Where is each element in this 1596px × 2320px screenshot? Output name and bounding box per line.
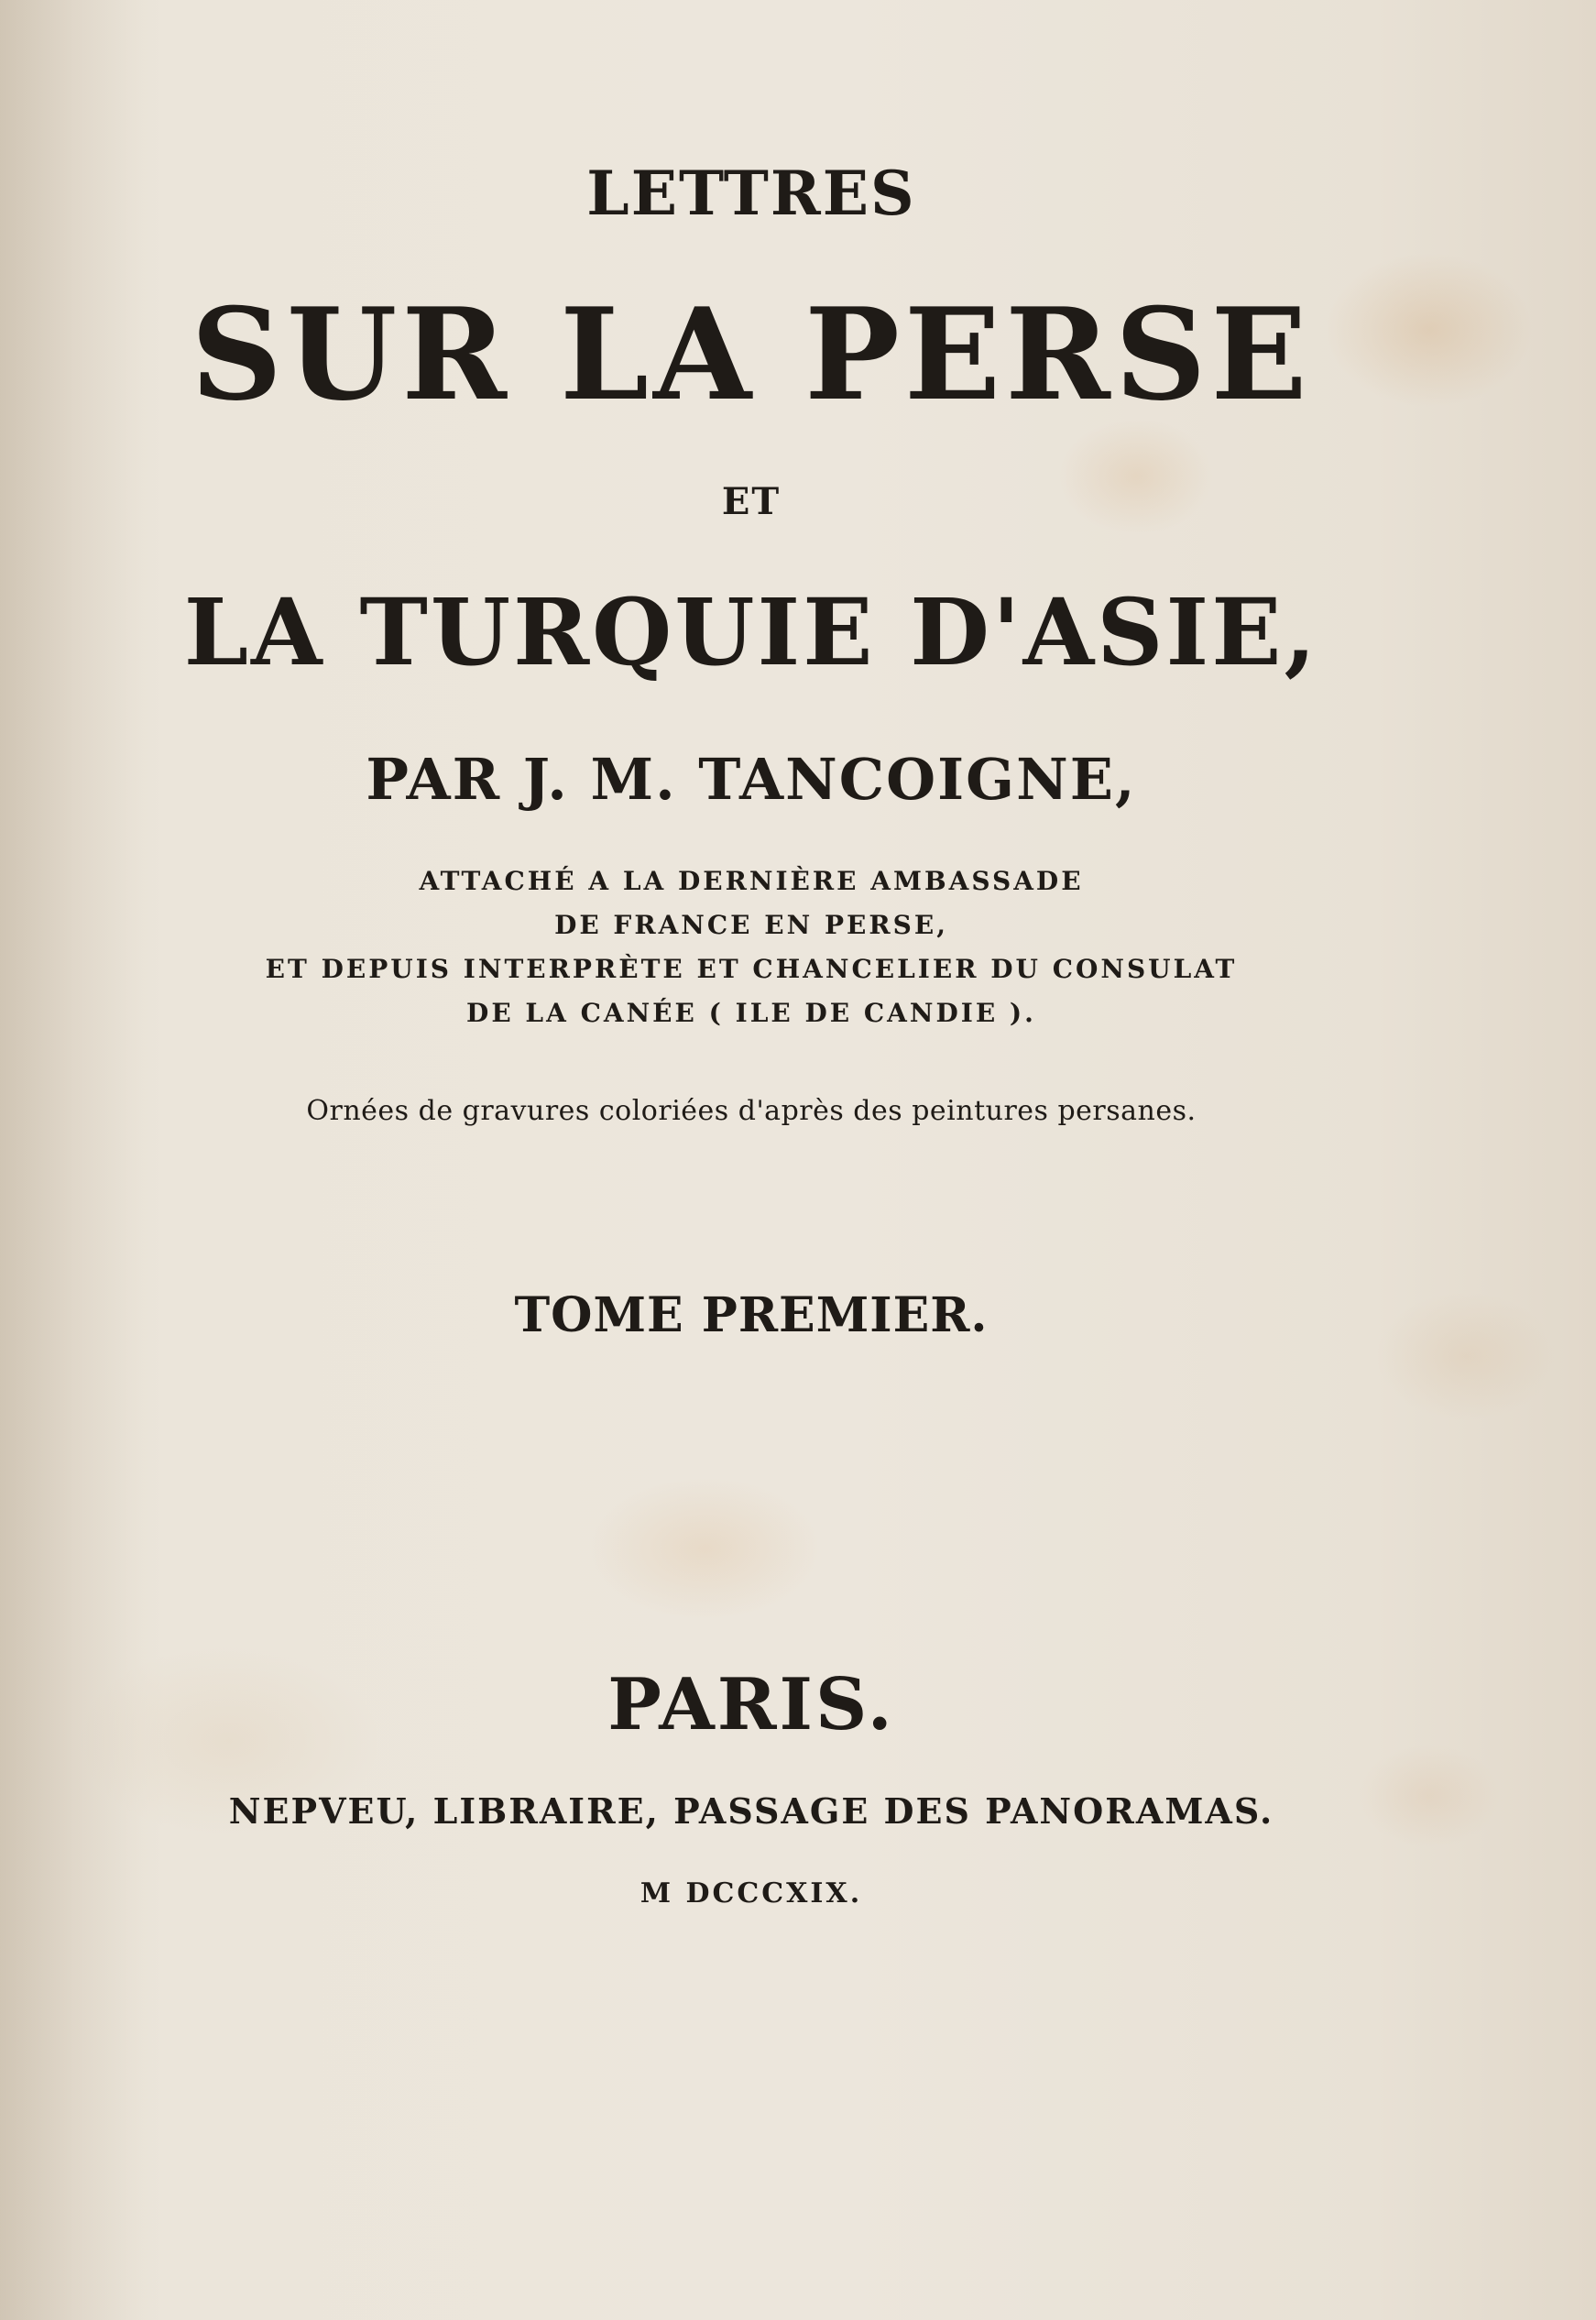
title-line-turquie: LA TURQUIE D'ASIE,: [183, 578, 1319, 686]
imprint-publisher: NEPVEU, LIBRAIRE, PASSAGE DES PANORAMAS.: [228, 1790, 1274, 1832]
imprint-city: PARIS.: [607, 1663, 895, 1746]
imprint-year: M DCCCXIX.: [639, 1877, 863, 1910]
author-credential-line: ET DEPUIS INTERPRÈTE ET CHANCELIER DU CONSULAT: [265, 954, 1238, 984]
author-credential-line: ATTACHÉ A LA DERNIÈRE AMBASSADE: [419, 866, 1084, 896]
title-conjunction: ET: [721, 480, 782, 523]
illustrations-note: Ornées de gravures coloriées d'après des peintures persanes.: [306, 1095, 1197, 1127]
author-credential-line: DE FRANCE EN PERSE,: [554, 910, 948, 940]
title-line-lettres: LETTRES: [586, 158, 916, 229]
author-credential-line: DE LA CANÉE ( ILE DE CANDIE ).: [466, 998, 1036, 1028]
volume-label: TOME PREMIER.: [514, 1287, 989, 1343]
title-line-sur-la-perse: SUR LA PERSE: [191, 279, 1312, 429]
author-line: PAR J. M. TANCOIGNE,: [366, 746, 1137, 813]
